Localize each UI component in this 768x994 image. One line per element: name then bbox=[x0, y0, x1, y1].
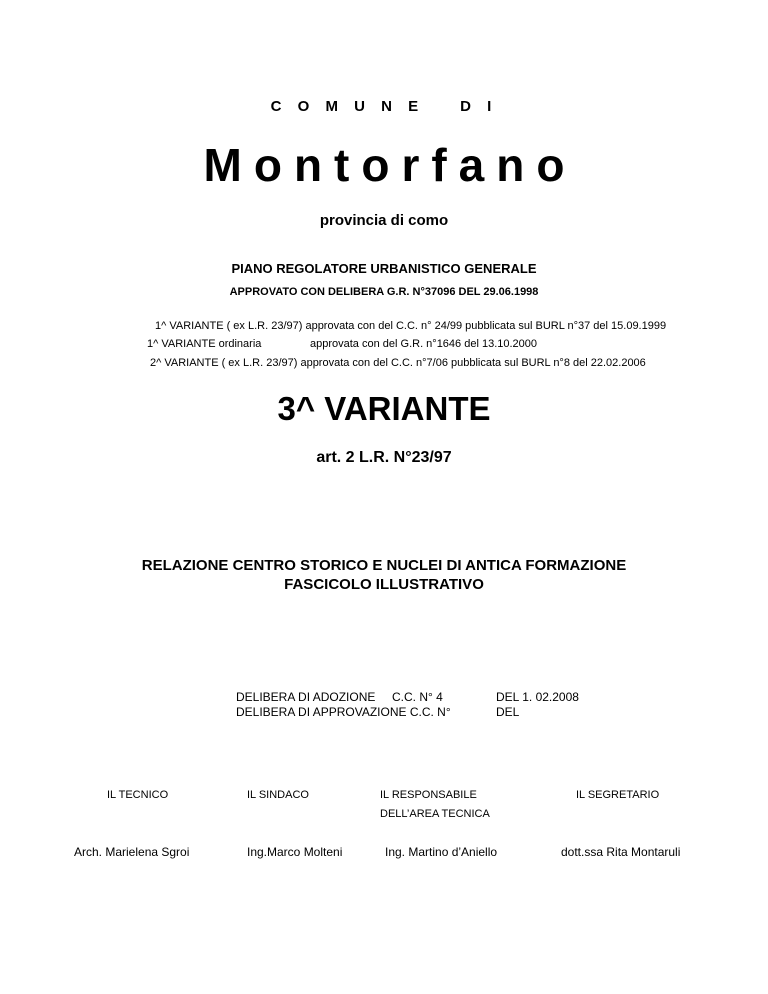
delibera-approvazione-label: DELIBERA DI APPROVAZIONE C.C. N° bbox=[236, 705, 451, 719]
comune-word: C O M U N E bbox=[270, 98, 425, 115]
role-responsabile: IL RESPONSABILE bbox=[380, 789, 477, 801]
town-name: Montorfano bbox=[203, 139, 577, 191]
name-tecnico: Arch. Marielena Sgroi bbox=[74, 845, 190, 859]
delibera-adozione-cc: C.C. N° 4 bbox=[392, 690, 443, 704]
prg-approval: APPROVATO CON DELIBERA G.R. N°37096 DEL 29.06.1998 bbox=[229, 286, 539, 298]
di-word: D I bbox=[460, 98, 498, 115]
variant-1-ordinaria-approval: approvata con del G.R. n°1646 del 13.10.2000 bbox=[310, 338, 538, 350]
relazione-heading bbox=[0, 556, 768, 594]
relazione-line-2: FASCICOLO ILLUSTRATIVO bbox=[284, 576, 484, 593]
variant-1-ex-lr: 1^ VARIANTE ( ex L.R. 23/97) approvata con del C.C. n° 24/99 pubblicata sul BURL n°37 del 15.09.1999 bbox=[155, 320, 667, 332]
name-sindaco: Ing.Marco Molteni bbox=[247, 845, 343, 859]
document-title: 3^ VARIANTE bbox=[277, 390, 491, 427]
comune-di-heading bbox=[0, 98, 768, 115]
role-sindaco: IL SINDACO bbox=[247, 789, 309, 801]
relazione-line-1: RELAZIONE CENTRO STORICO E NUCLEI DI ANTICA FORMAZIONE bbox=[141, 557, 627, 574]
article-reference: art. 2 L.R. N°23/97 bbox=[316, 449, 452, 466]
variant-2-ex-lr: 2^ VARIANTE ( ex L.R. 23/97) approvata con del C.C. n°7/06 pubblicata sul BURL n°8 del 22.02.2006 bbox=[150, 357, 646, 369]
role-tecnico: IL TECNICO bbox=[107, 789, 169, 801]
prg-title: PIANO REGOLATORE URBANISTICO GENERALE bbox=[231, 261, 537, 276]
name-responsabile: Ing. Martino d’Aniello bbox=[385, 845, 498, 859]
province-line: provincia di como bbox=[319, 212, 449, 229]
role-responsabile-area: DELL’AREA TECNICA bbox=[380, 808, 490, 820]
variant-1-ordinaria-label: 1^ VARIANTE ordinaria bbox=[147, 338, 262, 350]
role-segretario: IL SEGRETARIO bbox=[576, 789, 660, 801]
delibera-approvazione-date: DEL bbox=[496, 705, 520, 719]
name-segretario: dott.ssa Rita Montaruli bbox=[561, 845, 681, 859]
delibera-adozione-label: DELIBERA DI ADOZIONE bbox=[236, 690, 376, 704]
delibera-adozione-date: DEL 1. 02.2008 bbox=[496, 690, 579, 704]
